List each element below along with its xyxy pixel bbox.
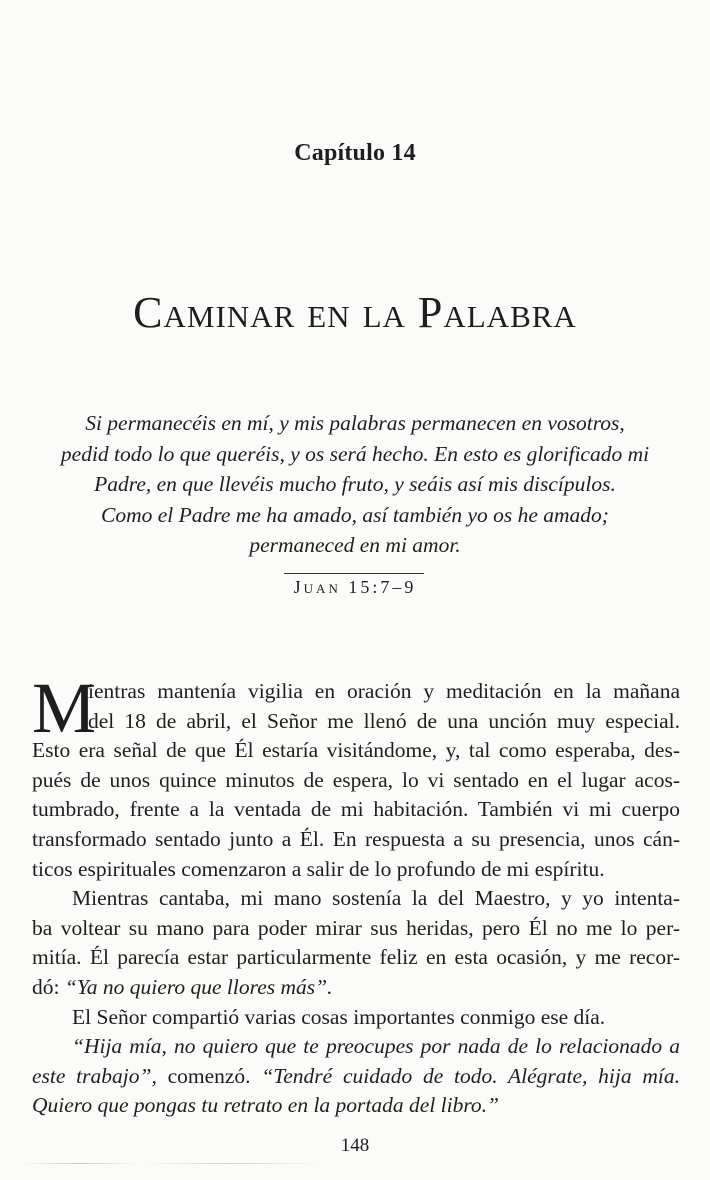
text-line: ientras mantenía vigilia en oración y meditación en la mañana — [88, 679, 680, 703]
epigraph-line: Padre, en que llevéis mucho fruto, y seáis así mis discípulos. — [94, 472, 616, 496]
text-segment: dó: — [32, 974, 65, 999]
quote-line: Quiero que pongas tu retrato en la portada del libro.” — [32, 1093, 500, 1118]
text-line: Mientras cantaba, mi mano sostenía la del Maestro, y yo intenta- — [72, 886, 680, 911]
text-line: pués de unos quince minutos de espera, lo vi sentado en el lugar acos- — [32, 767, 680, 792]
epigraph-line: permaneced en mi amor. — [249, 533, 461, 557]
scan-artifact — [20, 1163, 320, 1164]
epigraph-line: Como el Padre me ha amado, así también yo os he amado; — [101, 502, 609, 527]
text-segment: comenzó. — [156, 1063, 262, 1088]
epigraph — [60, 408, 650, 561]
page-number: 148 — [340, 1135, 370, 1156]
text-line — [32, 1062, 680, 1092]
text-line: Esto era señal de que Él estaría visitándome, y, tal como esperaba, des- — [32, 738, 680, 763]
text-line: ba voltear su mano para poder mirar sus heridas, pero Él no me lo per- — [32, 915, 680, 940]
body-text — [32, 668, 680, 1121]
quote-text: “Ya no quiero que llores más”. — [64, 974, 333, 999]
epigraph-line: Si permanecéis en mí, y mis palabras permanecen en vosotros, — [85, 411, 625, 435]
text-line — [32, 973, 680, 1003]
quote-line: “Hija mía, no quiero que te preocupes por nada de lo relacionado a — [72, 1034, 680, 1059]
drop-cap: M — [32, 668, 97, 748]
scripture-reference: Juan 15:7–9 — [293, 577, 417, 597]
quote-text: “Tendré cuidado de todo. Alégrate, hija mía. — [261, 1063, 680, 1088]
text-line: del 18 de abril, el Señor me llenó de una unción muy especial. — [88, 708, 680, 733]
reference-rule — [284, 573, 424, 574]
chapter-title: Caminar en la Palabra — [133, 288, 577, 338]
quote-text: este trabajo”, — [32, 1063, 157, 1088]
text-line: ticos espirituales comenzaron a salir de lo profundo de mi espíritu. — [32, 856, 605, 881]
text-line: mitía. Él parecía estar particularmente feliz en esta ocasión, y me recor- — [32, 945, 680, 970]
text-line: tumbrado, frente a la ventada de mi habitación. También vi mi cuerpo — [32, 797, 680, 822]
epigraph-line: pedid todo lo que queréis, y os será hecho. En esto es glorificado mi — [60, 441, 650, 466]
chapter-label: Capítulo 14 — [294, 140, 416, 166]
text-line: transformado sentado junto a Él. En respuesta a su presencia, unos cán- — [32, 826, 680, 851]
text-line: El Señor compartió varias cosas importantes conmigo ese día. — [72, 1004, 606, 1029]
